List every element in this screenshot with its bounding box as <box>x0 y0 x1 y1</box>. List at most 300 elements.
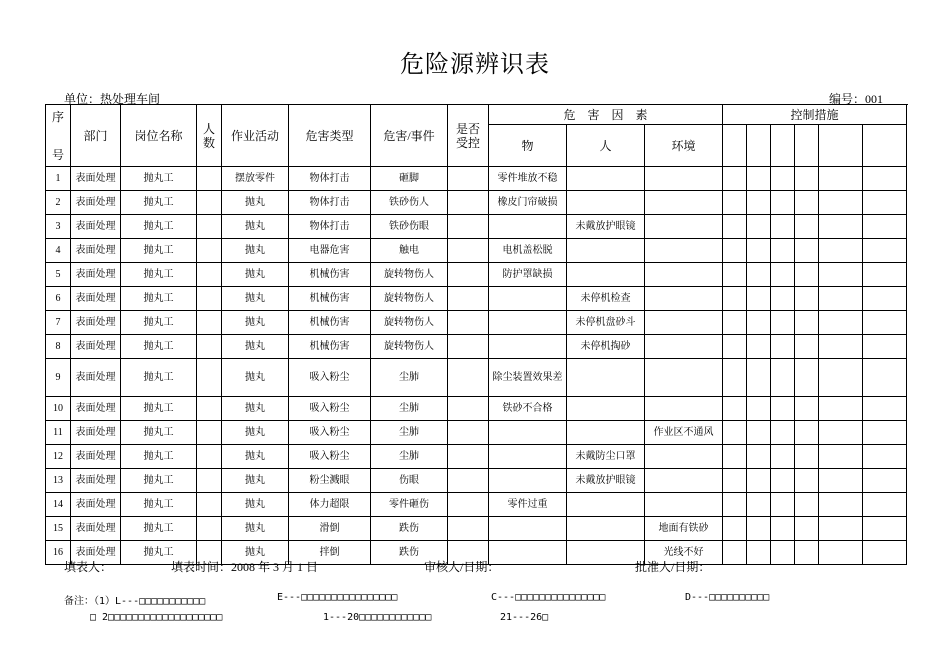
header-env: 环境 <box>645 125 723 167</box>
row-env <box>645 263 723 287</box>
row-dept: 表面处理 <box>71 191 121 215</box>
row-thing: 电机盖松脱 <box>489 239 567 263</box>
control-cell <box>747 541 771 565</box>
row-seq: 9 <box>46 359 71 397</box>
row-activity: 抛丸 <box>222 263 289 287</box>
control-cell <box>795 493 819 517</box>
row-hazard-event: 砸脚 <box>371 167 448 191</box>
control-cell <box>771 359 795 397</box>
control-cell <box>795 287 819 311</box>
row-thing <box>489 287 567 311</box>
control-cell <box>771 287 795 311</box>
note-range-1: 1---20□□□□□□□□□□□□ <box>323 612 432 623</box>
control-cell <box>723 445 747 469</box>
row-thing: 防护罩缺损 <box>489 263 567 287</box>
row-hazard-type: 机械伤害 <box>289 335 371 359</box>
row-thing: 零件过重 <box>489 493 567 517</box>
row-controlled <box>448 421 489 445</box>
row-activity: 抛丸 <box>222 541 289 565</box>
row-thing: 橡皮门帘破损 <box>489 191 567 215</box>
row-env <box>645 397 723 421</box>
control-cell <box>771 263 795 287</box>
control-cell <box>723 311 747 335</box>
table-row <box>46 263 907 287</box>
row-env <box>645 215 723 239</box>
control-cell <box>723 239 747 263</box>
row-thing: 铁砂不合格 <box>489 397 567 421</box>
control-cell <box>795 517 819 541</box>
row-hazard-type: 拌倒 <box>289 541 371 565</box>
unit-label: 单位：热处理车间 <box>64 92 161 106</box>
control-cell <box>771 239 795 263</box>
row-person <box>567 359 645 397</box>
row-env <box>645 359 723 397</box>
row-seq: 5 <box>46 263 71 287</box>
row-hazard-type: 机械伤害 <box>289 263 371 287</box>
row-hazard-type: 机械伤害 <box>289 287 371 311</box>
row-people <box>197 493 222 517</box>
control-cell <box>723 517 747 541</box>
control-cell <box>795 397 819 421</box>
row-dept: 表面处理 <box>71 239 121 263</box>
control-cell <box>819 215 863 239</box>
control-cell <box>771 191 795 215</box>
row-dept: 表面处理 <box>71 311 121 335</box>
note-e: E---□□□□□□□□□□□□□□□□ <box>277 592 398 603</box>
row-people <box>197 191 222 215</box>
row-people <box>197 287 222 311</box>
row-people <box>197 335 222 359</box>
control-cell <box>747 469 771 493</box>
control-cell <box>771 517 795 541</box>
control-cell <box>863 359 907 397</box>
header-control: 控制措施 <box>723 105 907 125</box>
row-hazard-event: 跌伤 <box>371 517 448 541</box>
row-controlled <box>448 469 489 493</box>
row-dept: 表面处理 <box>71 469 121 493</box>
row-dept: 表面处理 <box>71 397 121 421</box>
row-person: 未戴放护眼镜 <box>567 469 645 493</box>
row-person <box>567 493 645 517</box>
control-cell <box>795 167 819 191</box>
row-hazard-type: 吸入粉尘 <box>289 359 371 397</box>
control-cell <box>771 493 795 517</box>
table-row <box>46 335 907 359</box>
row-person: 未戴防尘口罩 <box>567 445 645 469</box>
row-hazard-type: 物体打击 <box>289 215 371 239</box>
row-hazard-event: 旋转物伤人 <box>371 335 448 359</box>
row-activity: 抛丸 <box>222 421 289 445</box>
control-cell <box>747 493 771 517</box>
row-dept: 表面处理 <box>71 263 121 287</box>
control-cell <box>747 311 771 335</box>
row-person <box>567 167 645 191</box>
control-cell <box>819 445 863 469</box>
row-hazard-type: 物体打击 <box>289 191 371 215</box>
row-env: 作业区不通风 <box>645 421 723 445</box>
control-cell <box>819 287 863 311</box>
row-person <box>567 397 645 421</box>
control-cell <box>819 493 863 517</box>
control-cell <box>723 359 747 397</box>
note-2: □ 2□□□□□□□□□□□□□□□□□□□ <box>90 612 223 623</box>
row-activity: 抛丸 <box>222 335 289 359</box>
row-activity: 抛丸 <box>222 287 289 311</box>
control-cell <box>819 397 863 421</box>
row-thing <box>489 215 567 239</box>
row-post: 抛丸工 <box>121 239 197 263</box>
header-thing: 物 <box>489 125 567 167</box>
control-cell <box>723 397 747 421</box>
control-cell <box>747 287 771 311</box>
row-activity: 抛丸 <box>222 445 289 469</box>
row-thing <box>489 541 567 565</box>
row-activity: 抛丸 <box>222 311 289 335</box>
header-hazard-type: 危害类型 <box>289 105 371 167</box>
row-controlled <box>448 311 489 335</box>
row-hazard-type: 电器危害 <box>289 239 371 263</box>
row-people <box>197 167 222 191</box>
fill-date-label: 填表时间：2008 年 3 月 1 日 <box>171 560 319 574</box>
row-people <box>197 359 222 397</box>
row-seq: 1 <box>46 167 71 191</box>
row-person <box>567 263 645 287</box>
row-people <box>197 397 222 421</box>
header-seq: 序 号 <box>46 105 71 167</box>
row-people <box>197 239 222 263</box>
row-hazard-type: 机械伤害 <box>289 311 371 335</box>
row-post: 抛丸工 <box>121 445 197 469</box>
control-cell <box>863 239 907 263</box>
control-cell <box>819 359 863 397</box>
row-env <box>645 335 723 359</box>
row-controlled <box>448 239 489 263</box>
row-hazard-event: 尘肺 <box>371 359 448 397</box>
control-cell <box>771 335 795 359</box>
row-person: 未戴放护眼镜 <box>567 215 645 239</box>
control-cell <box>819 541 863 565</box>
row-activity: 抛丸 <box>222 397 289 421</box>
filler-label: 填表人： <box>64 560 113 574</box>
table-row <box>46 493 907 517</box>
row-activity: 抛丸 <box>222 493 289 517</box>
header-person: 人 <box>567 125 645 167</box>
control-cell <box>723 493 747 517</box>
header-hazard-event: 危害/事件 <box>371 105 448 167</box>
code-label: 编号：001 <box>829 92 884 106</box>
control-cell <box>723 167 747 191</box>
row-dept: 表面处理 <box>71 517 121 541</box>
control-cell <box>819 239 863 263</box>
row-dept: 表面处理 <box>71 421 121 445</box>
approver-label: 批准人/日期： <box>635 560 711 574</box>
control-cell <box>771 311 795 335</box>
table-row <box>46 191 907 215</box>
row-post: 抛丸工 <box>121 541 197 565</box>
row-env <box>645 239 723 263</box>
row-env <box>645 469 723 493</box>
row-thing: 零件堆放不稳 <box>489 167 567 191</box>
row-controlled <box>448 359 489 397</box>
row-post: 抛丸工 <box>121 191 197 215</box>
row-controlled <box>448 191 489 215</box>
control-cell <box>771 469 795 493</box>
row-seq: 15 <box>46 517 71 541</box>
row-hazard-type: 物体打击 <box>289 167 371 191</box>
row-post: 抛丸工 <box>121 287 197 311</box>
control-cell <box>771 445 795 469</box>
control-cell <box>771 397 795 421</box>
row-env <box>645 493 723 517</box>
row-hazard-event: 铁砂伤人 <box>371 191 448 215</box>
row-thing: 除尘装置效果差 <box>489 359 567 397</box>
row-controlled <box>448 167 489 191</box>
row-dept: 表面处理 <box>71 493 121 517</box>
header-dept: 部门 <box>71 105 121 167</box>
hazard-table <box>45 104 907 565</box>
control-cell <box>723 421 747 445</box>
row-activity: 摆放零件 <box>222 167 289 191</box>
control-cell <box>723 191 747 215</box>
control-cell <box>747 215 771 239</box>
control-cell <box>795 311 819 335</box>
row-post: 抛丸工 <box>121 517 197 541</box>
row-hazard-event: 旋转物伤人 <box>371 263 448 287</box>
row-activity: 抛丸 <box>222 517 289 541</box>
row-post: 抛丸工 <box>121 493 197 517</box>
row-controlled <box>448 263 489 287</box>
row-env <box>645 287 723 311</box>
control-cell <box>819 167 863 191</box>
row-person <box>567 239 645 263</box>
row-seq: 4 <box>46 239 71 263</box>
control-cell <box>747 263 771 287</box>
header-controlled: 是否 受控 <box>448 105 489 167</box>
control-cell <box>819 311 863 335</box>
row-controlled <box>448 215 489 239</box>
control-cell <box>819 263 863 287</box>
row-env: 光线不好 <box>645 541 723 565</box>
row-seq: 10 <box>46 397 71 421</box>
control-cell <box>795 541 819 565</box>
row-person <box>567 421 645 445</box>
note-c: C---□□□□□□□□□□□□□□□ <box>491 592 606 603</box>
row-dept: 表面处理 <box>71 445 121 469</box>
row-thing <box>489 445 567 469</box>
note-range-2: 21---26□ <box>500 612 549 623</box>
control-cell <box>723 335 747 359</box>
control-cell <box>863 517 907 541</box>
control-cell <box>771 541 795 565</box>
row-seq: 8 <box>46 335 71 359</box>
header-people: 人 数 <box>197 105 222 167</box>
control-cell <box>747 239 771 263</box>
control-cell <box>863 493 907 517</box>
control-cell <box>863 287 907 311</box>
row-controlled <box>448 445 489 469</box>
control-cell <box>795 421 819 445</box>
table-row <box>46 359 907 397</box>
row-env <box>645 445 723 469</box>
control-cell <box>819 335 863 359</box>
control-cell <box>863 421 907 445</box>
row-seq: 7 <box>46 311 71 335</box>
row-hazard-type: 粉尘溅眼 <box>289 469 371 493</box>
row-person: 未停机检查 <box>567 287 645 311</box>
control-cell <box>747 359 771 397</box>
row-post: 抛丸工 <box>121 263 197 287</box>
row-person <box>567 517 645 541</box>
row-hazard-event: 尘肺 <box>371 397 448 421</box>
row-thing <box>489 469 567 493</box>
control-cell <box>795 215 819 239</box>
row-post: 抛丸工 <box>121 397 197 421</box>
table-row <box>46 287 907 311</box>
header-factors: 危 害 因 素 <box>489 105 723 125</box>
row-controlled <box>448 397 489 421</box>
row-thing <box>489 517 567 541</box>
row-thing <box>489 335 567 359</box>
row-seq: 11 <box>46 421 71 445</box>
control-cell <box>771 421 795 445</box>
row-people <box>197 445 222 469</box>
row-hazard-event: 铁砂伤眼 <box>371 215 448 239</box>
row-post: 抛丸工 <box>121 167 197 191</box>
row-hazard-type: 吸入粉尘 <box>289 445 371 469</box>
control-cell <box>863 191 907 215</box>
row-hazard-event: 零件砸伤 <box>371 493 448 517</box>
control-cell <box>819 421 863 445</box>
control-cell <box>863 311 907 335</box>
control-cell <box>771 167 795 191</box>
control-cell <box>747 445 771 469</box>
row-post: 抛丸工 <box>121 215 197 239</box>
control-cell <box>723 263 747 287</box>
row-post: 抛丸工 <box>121 359 197 397</box>
control-cell <box>819 469 863 493</box>
control-cell <box>863 469 907 493</box>
row-post: 抛丸工 <box>121 469 197 493</box>
row-thing <box>489 311 567 335</box>
control-cell <box>795 445 819 469</box>
row-person <box>567 191 645 215</box>
control-cell <box>795 191 819 215</box>
row-people <box>197 517 222 541</box>
table-row <box>46 445 907 469</box>
control-cell <box>747 397 771 421</box>
control-cell <box>795 469 819 493</box>
row-people <box>197 469 222 493</box>
row-dept: 表面处理 <box>71 359 121 397</box>
control-cell <box>771 215 795 239</box>
control-cell <box>795 359 819 397</box>
page-title: 危险源辨识表 <box>400 52 550 78</box>
row-controlled <box>448 517 489 541</box>
row-hazard-event: 伤眼 <box>371 469 448 493</box>
row-activity: 抛丸 <box>222 191 289 215</box>
row-controlled <box>448 335 489 359</box>
row-hazard-type: 体力超限 <box>289 493 371 517</box>
row-hazard-type: 吸入粉尘 <box>289 397 371 421</box>
row-seq: 12 <box>46 445 71 469</box>
control-cell <box>747 335 771 359</box>
row-env: 地面有铁砂 <box>645 517 723 541</box>
control-cell <box>723 469 747 493</box>
control-cell <box>747 421 771 445</box>
row-hazard-event: 旋转物伤人 <box>371 311 448 335</box>
row-activity: 抛丸 <box>222 239 289 263</box>
header-activity: 作业活动 <box>222 105 289 167</box>
row-dept: 表面处理 <box>71 541 121 565</box>
control-cell <box>863 397 907 421</box>
row-seq: 14 <box>46 493 71 517</box>
control-cell <box>863 445 907 469</box>
control-cell <box>723 215 747 239</box>
row-hazard-event: 触电 <box>371 239 448 263</box>
row-post: 抛丸工 <box>121 311 197 335</box>
row-person: 未停机掏砂 <box>567 335 645 359</box>
row-seq: 3 <box>46 215 71 239</box>
table-row <box>46 421 907 445</box>
table-row <box>46 239 907 263</box>
table-row <box>46 311 907 335</box>
table-row <box>46 397 907 421</box>
row-post: 抛丸工 <box>121 421 197 445</box>
row-seq: 2 <box>46 191 71 215</box>
control-cell <box>747 517 771 541</box>
row-people <box>197 263 222 287</box>
row-hazard-event: 尘肺 <box>371 445 448 469</box>
row-person <box>567 541 645 565</box>
control-cell <box>795 263 819 287</box>
control-cell <box>863 541 907 565</box>
row-thing <box>489 421 567 445</box>
control-cell <box>863 335 907 359</box>
control-cell <box>863 167 907 191</box>
row-hazard-type: 吸入粉尘 <box>289 421 371 445</box>
row-activity: 抛丸 <box>222 215 289 239</box>
row-seq: 6 <box>46 287 71 311</box>
table-row <box>46 517 907 541</box>
row-dept: 表面处理 <box>71 215 121 239</box>
table-body <box>46 167 907 565</box>
row-people <box>197 421 222 445</box>
row-post: 抛丸工 <box>121 335 197 359</box>
row-dept: 表面处理 <box>71 287 121 311</box>
row-env <box>645 167 723 191</box>
control-cell <box>723 287 747 311</box>
row-hazard-type: 滑倒 <box>289 517 371 541</box>
row-dept: 表面处理 <box>71 335 121 359</box>
table-row <box>46 469 907 493</box>
note-d: D---□□□□□□□□□□ <box>685 592 770 603</box>
row-hazard-event: 尘肺 <box>371 421 448 445</box>
control-cell <box>863 263 907 287</box>
row-env <box>645 311 723 335</box>
control-cell <box>747 167 771 191</box>
row-seq: 13 <box>46 469 71 493</box>
control-cell <box>819 517 863 541</box>
row-seq: 16 <box>46 541 71 565</box>
table-row <box>46 167 907 191</box>
control-cell <box>747 191 771 215</box>
row-env <box>645 191 723 215</box>
row-controlled <box>448 493 489 517</box>
table-row <box>46 215 907 239</box>
row-activity: 抛丸 <box>222 469 289 493</box>
reviewer-label: 审核人/日期： <box>424 560 500 574</box>
row-hazard-event: 跌伤 <box>371 541 448 565</box>
